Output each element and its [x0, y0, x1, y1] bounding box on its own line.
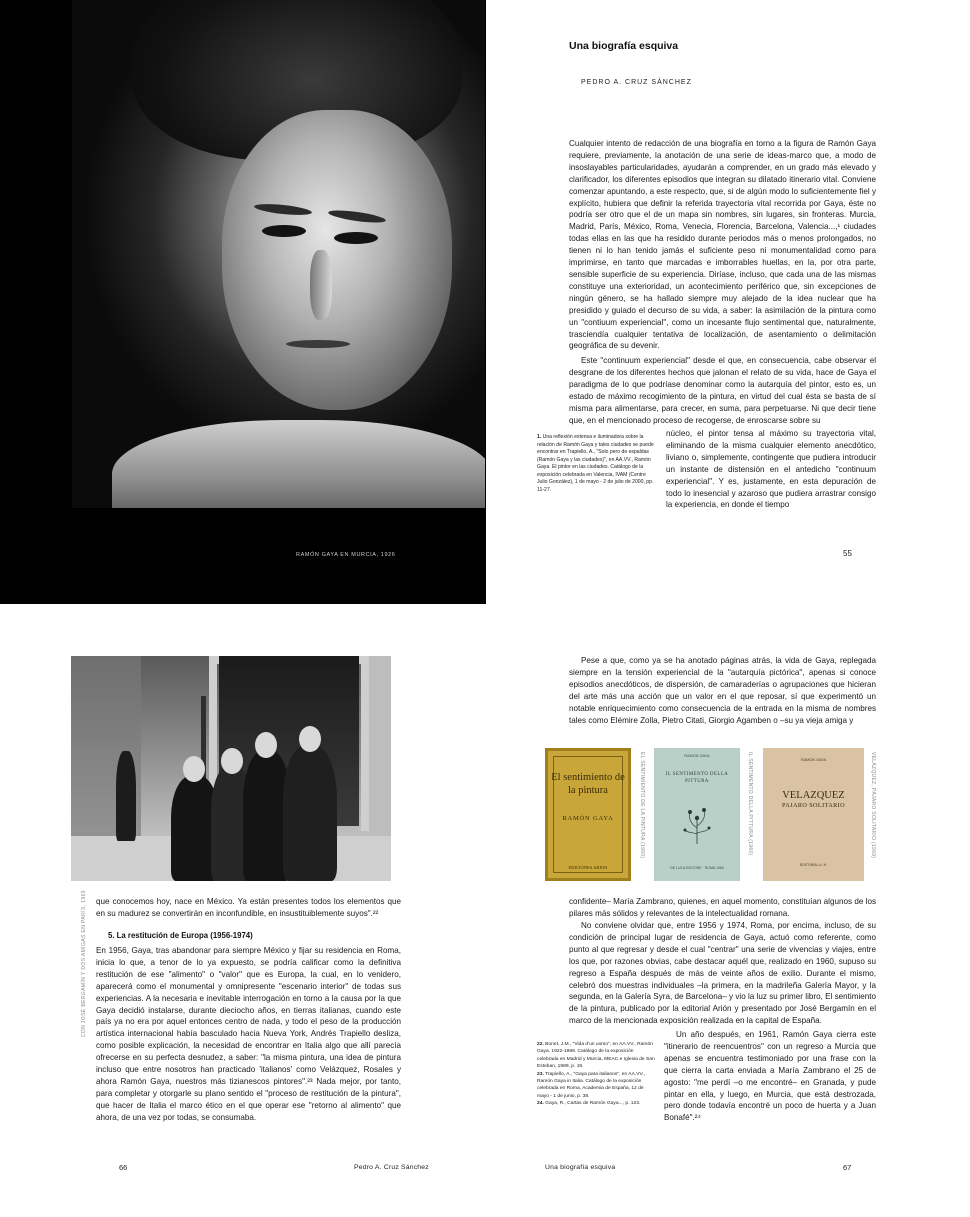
book-cover-velazquez	[763, 748, 864, 881]
footnotes	[537, 1041, 655, 1108]
footnote-text: Gaya, R., Cartas de Ramón Gaya..., p. 123.	[545, 1101, 641, 1107]
running-head: Pedro A. Cruz Sánchez	[354, 1164, 429, 1171]
group-photo	[71, 656, 391, 881]
footnote-text: Una reflexión extensa e iluminadora sobre la relación de Ramón Gaya y tales ciudades se puede encontrar en Trapiello, A., "Solo pero de espaldas (Ramón Gaya y las ciudades)", en AA.VV., Ramón Gaya. El pintor en las ciudades. Catálogo de la exposición celebrada en Valencia, IVAM (Centre Julio González), 1 de mayo - 2 de julio de 2000, pp. 11-27.	[537, 434, 654, 493]
chapter-title: Una biografía esquiva	[569, 40, 679, 52]
body-paragraph: confidente– María Zambrano, quienes, en aquel momento, constituían algunos de los pilares más sólidos y relevantes de la intelectualidad romana.	[569, 897, 876, 918]
book-caption: IL SENTIMENTO DELLA PITTURA (1960)	[747, 752, 753, 856]
book-author: RAMÓN GAYA	[562, 815, 614, 822]
page-number: 55	[843, 549, 852, 558]
section-heading: 5. La restitución de Europa (1956-1974)	[108, 931, 253, 940]
book-subtitle: PAJARO SOLITARIO	[782, 802, 845, 809]
page-number: 66	[119, 1163, 128, 1172]
photo-page	[0, 0, 486, 604]
footnote-text: Bonet, J.M., "Vida d'un uomo", en AA.VV., Ramón Gaya. 1922-1988. Catálogo de la exposición celebrada en Madrid y Murcia, MEAC e Iglesia de San Esteban, 1989, p. 19.	[537, 1042, 655, 1070]
book-publisher: EDITORIAL A. H.	[799, 863, 828, 867]
book-title: IL SENTIMENTO DELLA PITTURA	[665, 772, 729, 784]
book-publisher: EDICIONES ARION	[568, 865, 608, 870]
footnote-number: 24.	[537, 1101, 544, 1107]
body-paragraph: No conviene olvidar que, entre 1956 y 1974, Roma, por encima, incluso, de su condición de principal lugar de residencia de Gaya, actuó como referente, como punto al que regresar y desde el cual "centrar" una serie de vivencias y viajes, entre los que, por razones obvias, cabe destacar aquél que, realizado en 1960, supuso su regreso a España después de más de veinte años de exilio. Durante el mismo, celebró dos muestras individuales –la primera, en la madrileña Galería Mayor, y la segunda, en la Galería Syra, de Barcelona– y vio la luz su primer libro, El sentimiento de la pintura, publicado por la editorial Arión y presentado por José Bergamín en el marco de la mencionada exposición realizada en la capital de España.	[569, 921, 876, 1026]
book-title: El sentimiento de la pintura	[551, 772, 625, 796]
book-author: RAMÓN GAYA	[800, 758, 827, 762]
portrait-photo	[72, 0, 485, 508]
footnote-number: 22.	[537, 1042, 544, 1047]
footnote-text: Trapiello, A., "Gaya para italianos", en AA.VV., Ramón Gaya in Italia. Catálogo de la exposición celebrada en Roma, Academia de España, 12 de mayo - 1 de junio, p. 38.	[537, 1071, 645, 1099]
body-paragraph: Pese a que, como ya se ha anotado páginas atrás, la vida de Gaya, replegada siempre en la tensión experiencial de la "autarquía pictórica", apenas si conoce episodios anecdóticos, de dispersión, de camaraderías o agrupaciones que hicieran del arte más una acción que un valor en el que reposar, sí que experimentó un notable enriquecimiento como consecuencia de la entrada en la misma de nombres tales como Elémire Zolla, Pietro Citati, Giorgio Agamben o –su ya vieja amiga y	[569, 656, 876, 725]
footnote	[537, 434, 655, 494]
footnote-number: 1.	[537, 434, 542, 440]
body-paragraph: que conocemos hoy, nace en México. Ya están presentes todos los elementos que en su madurez se convertirán en inconfundible, en insustituiblemente suyos".²²	[96, 897, 401, 918]
photo-caption: RAMÓN GAYA EN MURCIA, 1926	[296, 552, 396, 558]
body-paragraph: En 1956, Gaya, tras abandonar para siempre México y fijar su residencia en Roma, inicia lo que, a tenor de lo ya expuesto, se podría calificar como la definitiva restitución de ese "alimento" o "valor" que es Europa, la cual, en lo venidero, aparecerá como el monumental y omnipresente "escenario interior" de todas sus experiencias. A la necesaria e inevitable interrogación en torno a la causa por la que Gaya decidió instalarse, durante dieciocho años, en tierras italianas, cuando este país ya no era por aquel entonces centro de nada, y todo el peso de la producción artística internacional había basculado hacia Nueva York, Andrés Trapiello desliza, como posible explicación, la necesidad de encontrar en Italia algo que allí parecía ofrecerse en su perfecta desnudez, a saber: "la misma pintura, una idea de pintura incluso que entre nosotros han practicado 'italianos' como Velázquez, Rosales y ahora Ramón Gaya, nuestros más tizianescos pintores".²³ Nada mejor, por tanto, para completar y otorgarle su plano sentido el "proceso de restitución de la pintura", que hacer de Italia el marco ético en el que operar ese "retorno al alimento" que ahora, de una vez por todas, se consumaba.	[96, 946, 401, 1122]
book-title: VELAZQUEZ	[782, 790, 845, 801]
plant-illustration	[682, 806, 712, 844]
book-publisher: DE LUCA EDITORE · ROMA 1960	[670, 866, 724, 870]
footnote	[537, 1071, 655, 1101]
book-cover-el-sentimiento	[545, 748, 631, 881]
body-paragraph: núcleo, el pintor tensa al máximo su trayectoria vital, eliminando de la misma cualquier elemento anecdótico, liviano o, simplemente, contingente que pudiera introducir un instante de distensión en el antedicho "continuum experiencial". Y es, justamente, en esta depuración de todo lo inesencial y azaroso que pudiera arrastrar consigo la experiencia, en donde el tiempo	[666, 429, 876, 510]
footnote	[537, 1100, 655, 1107]
body-paragraph: Cualquier intento de redacción de una biografía en torno a la figura de Ramón Gaya requiere, previamente, la anotación de una serie de ideas-marco que, a modo de insoslayables particularidades, ayudarán a comprender, en un grado más elevado y clarificador, los diferentes episodios que integran su dilatado itinerario vital. Conviene comenzar apuntando, a este respecto, que, si de algún modo lo suficientemente fiel y explícito, hubiera que definir la referida trayectoria vital recorrida por Gaya, éste no podría ser otro que el de un mapa sin nombres, sin lugares, sin fronteras. Murcia, Madrid, París, México, Roma, Venecia, Florencia, Barcelona, Valencia...,¹ ciudades todas ellas en las que ha residido durante periodos más o menos prolongados, no tienen ni lo han tenido jamás el suficiente peso ni monumentalidad como para imprimirse, en tanto que marcadas e imborrables huellas, en la, por otra parte, sensible superficie de su experiencia. Diríase, incluso, que cada una de las mismas constituye una exterioridad, un acontecimiento periférico que, sin excepciones de ningún género, se ha hallado siempre muy alejado de la idea nuclear que ha presidido y guiado el decurso de su vida, a saber: la asimilación de la pintura como un "contiuum experiencial", como un incesante flujo sentimental que, naturalmente, trasciendía cualquier tentativa de localización, de asentamiento o delimitación geográfica de su devenir.	[569, 139, 876, 351]
photo-caption: CON JOSÉ BERGAMÍN Y DOS AMIGAS EN PARÍS, 1969	[81, 890, 87, 1038]
footnote-number: 23.	[537, 1071, 544, 1077]
book-author: RAMÓN GAYA	[684, 754, 710, 758]
footnote	[537, 1041, 655, 1071]
body-paragraph: Este "continuum experiencial" desde el que, en consecuencia, cabe observar el desgrane de los diferentes hechos que jalonan el relato de su vida, hace de Gaya el paradigma de lo que podríase denominar como la autarquía del pintor, esto es, un estado de máximo recogimiento de la pintura, en virtud del cual ésta se basta de sí misma para alimentarse, para crecer, en suma, para perpetuarse. Ni que decir tiene que, en el mencionado proceso de recogerse, de enroscarse sobre su	[569, 356, 876, 425]
book-caption: EL SENTIMIENTO DE LA PINTURA (1960)	[639, 752, 645, 859]
running-head: Una biografía esquiva	[545, 1164, 616, 1171]
page-number: 67	[843, 1163, 852, 1172]
book-cover-il-sentimento	[654, 748, 740, 881]
body-paragraph: Un año después, en 1961, Ramón Gaya cierra este "itinerario de reencuentros" con un regreso a Murcia que apenas se encuentra testimoniado por una frase con la que cierra la carta enviada a María Zambrano el 25 de agosto: "me perdí –o me encontré– en Granada, y pude pintar en ella, y luego, en Murcia, que está destrozada, pero donde todavía encontré un poco de huerta y a Juan Bonafé".²⁴	[664, 1030, 876, 1123]
chapter-author: PEDRO A. CRUZ SÁNCHEZ	[581, 79, 692, 86]
book-caption: VELÁZQUEZ, PÁJARO SOLITARIO (1969)	[870, 752, 876, 859]
